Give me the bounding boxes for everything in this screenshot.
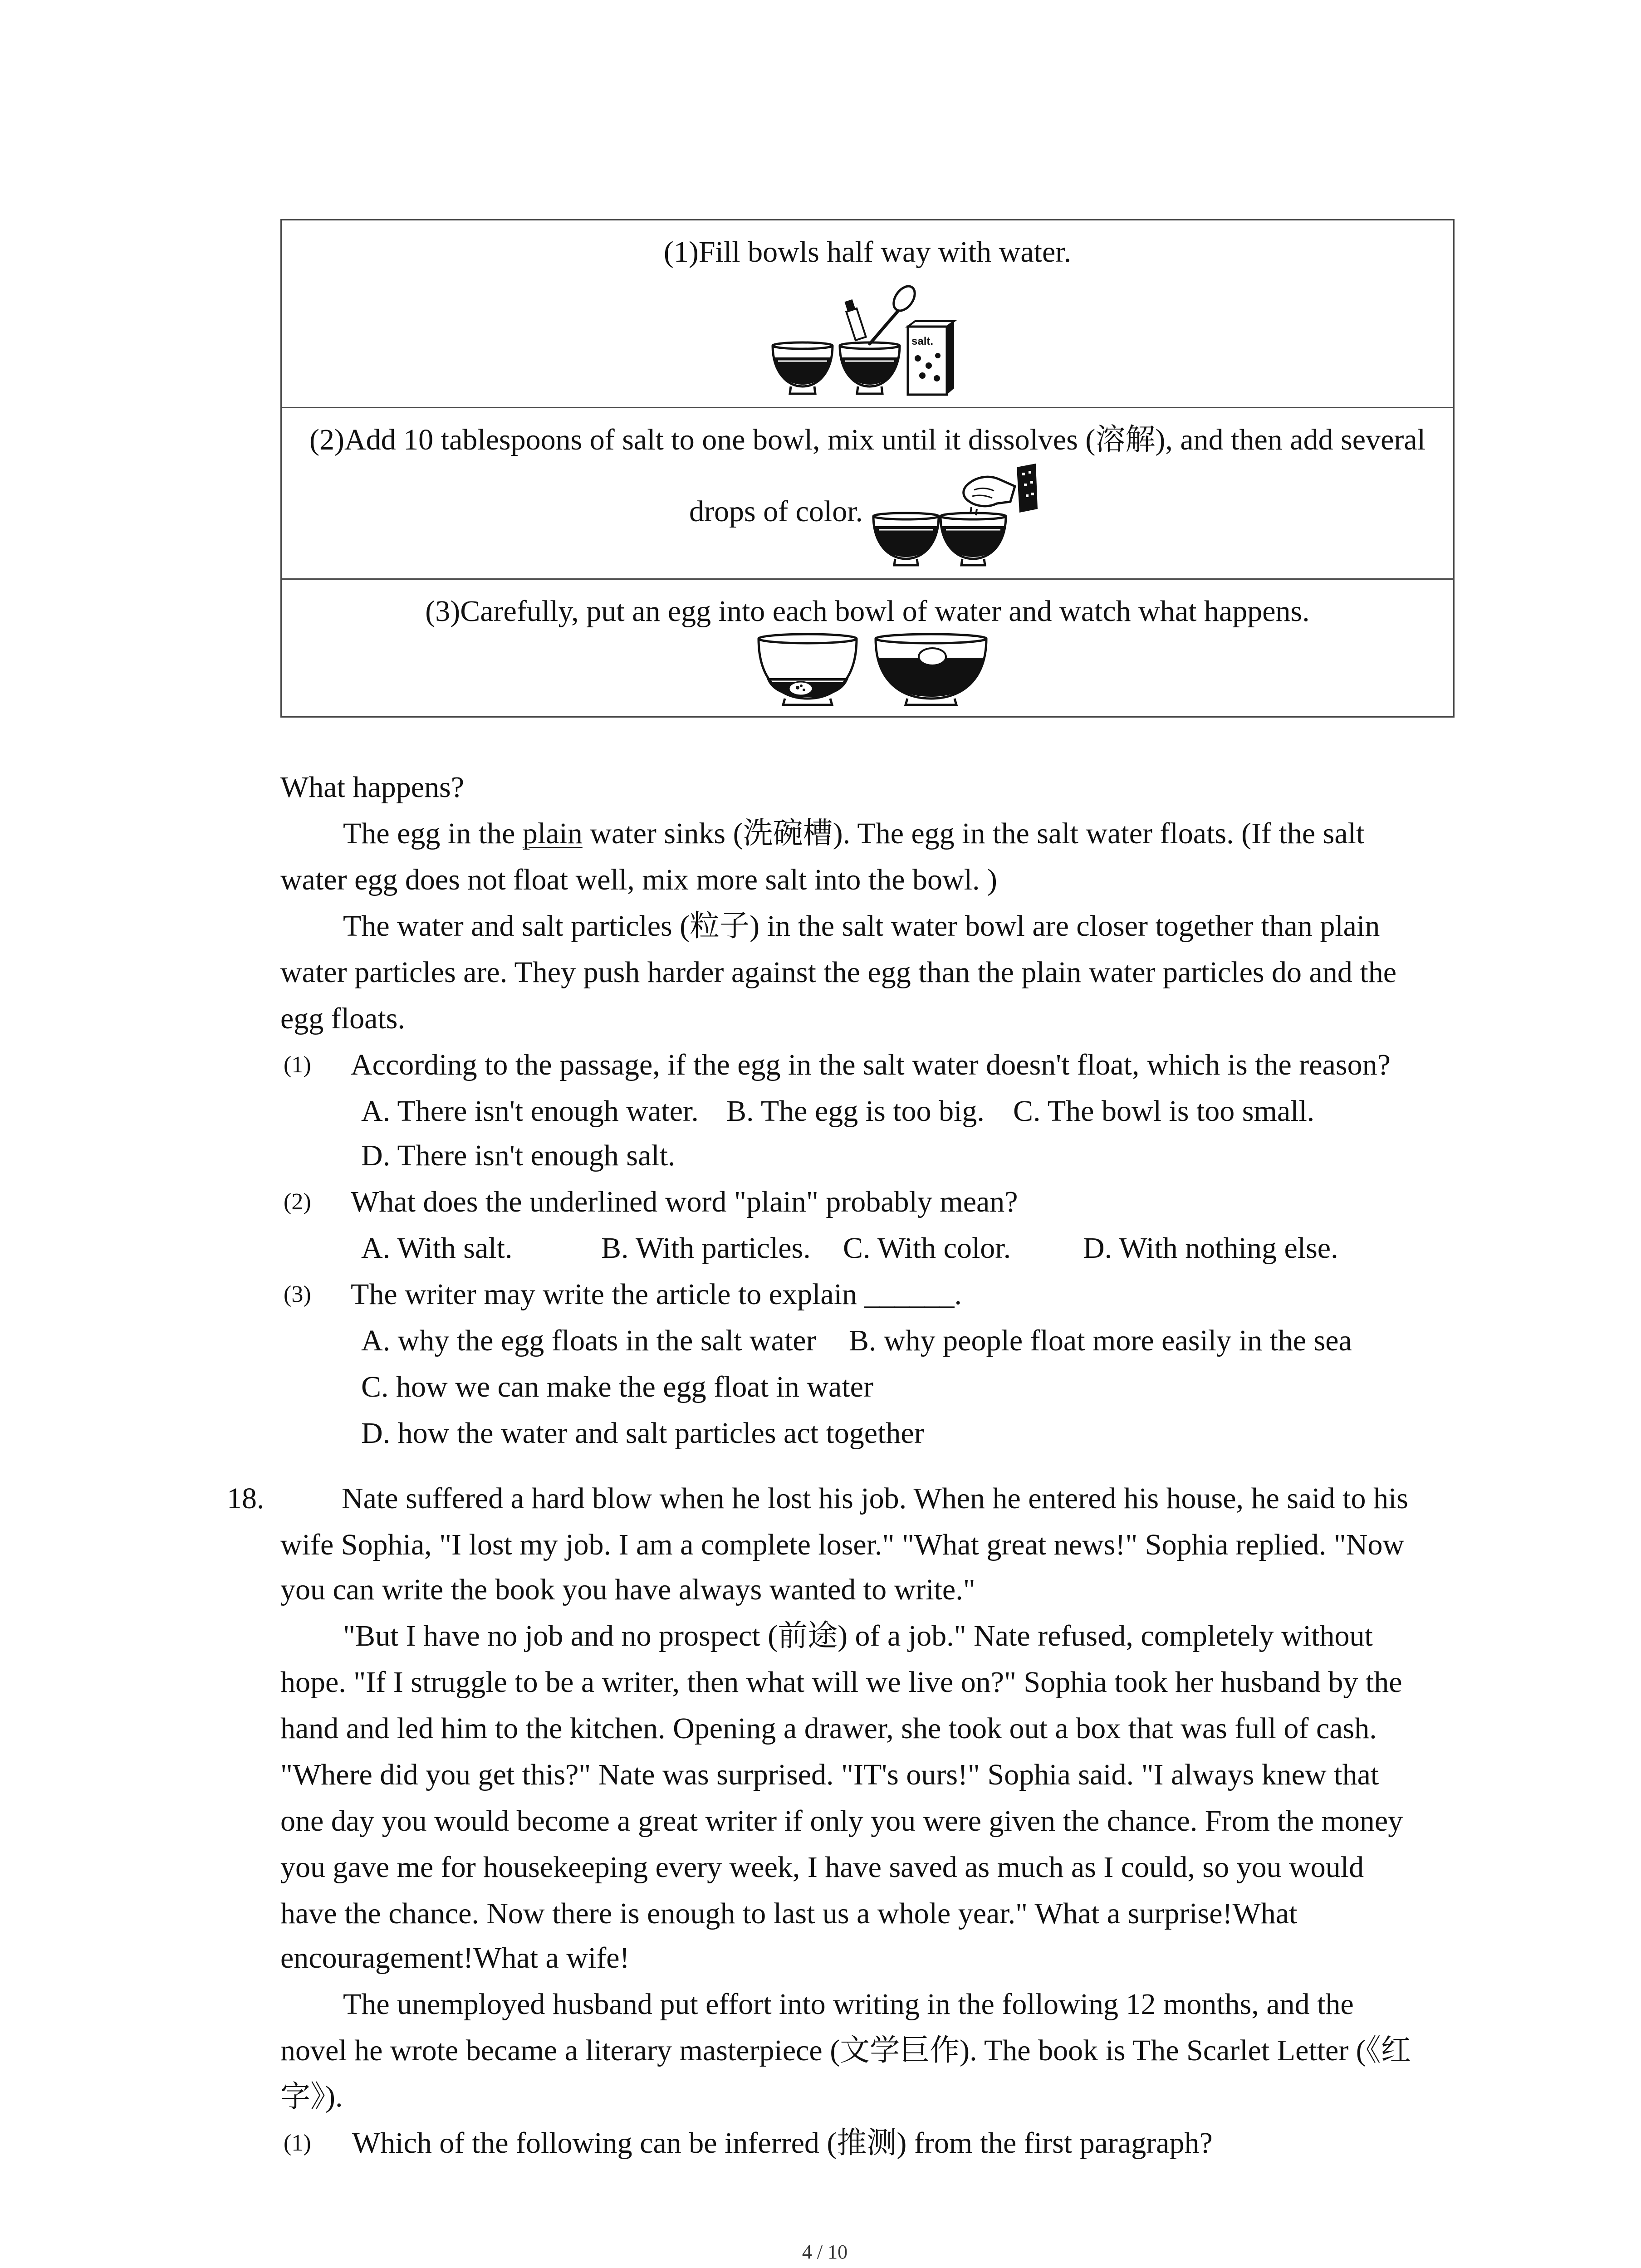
option-b: B. With particles. [601,1232,811,1265]
passage-line: one day you would become a great writer if only you were given the chance. From the money [280,1804,1403,1838]
sinking-egg-icon [789,682,813,695]
floating-egg-icon [919,648,946,665]
option-a: A. With salt. [361,1232,513,1265]
passage-line [343,816,1364,852]
question-number: (2) [284,1189,311,1215]
table-row-divider [280,578,1455,580]
salt-box-label: salt. [911,335,934,347]
pouring-color-icon [869,458,1041,567]
passage-text: water sinks (洗碗槽). The egg in the salt water floats. (If the salt [582,817,1365,850]
passage-line: you can write the book you have always wanted to write." [280,1573,975,1606]
question-number: (3) [284,1281,311,1307]
bottle-icon [843,299,866,340]
eggs-in-bowls-icon [753,631,994,708]
passage-line: The unemployed husband put effort into writing in the following 12 months, and the [343,1988,1354,2021]
bowl-icon [840,342,900,394]
option-b: B. why people float more easily in the sea [849,1324,1352,1357]
passage-line: you gave me for housekeeping every week, I have saved as much as I could, so you would [280,1851,1364,1884]
salt-box-icon [908,321,954,395]
passage-line: "Where did you get this?" Nate was surprised. "IT's ours!" Sophia said. "I always knew that [280,1758,1379,1791]
option-d: D. how the water and salt particles act together [361,1417,924,1450]
bowls-salt-spoon-icon [769,281,960,397]
passage-line: have the chance. Now there is enough to last us a whole year." What a surprise!What [280,1897,1298,1930]
color-bottle-icon [1017,464,1038,513]
option-a: A. There isn't enough water. [361,1095,699,1128]
passage-line: wife Sophia, "I lost my job. I am a complete loser." "What great news!" Sophia replied. "Now [280,1528,1405,1561]
question-stem: According to the passage, if the egg in the salt water doesn't float, which is the reason? [351,1048,1391,1081]
question-group-number: 18. [227,1482,265,1515]
passage-line: The water and salt particles (粒子) in the salt water bowl are closer together than plain [343,909,1380,943]
passage-line: 字》). [280,2080,343,2113]
option-b: B. The egg is too big. [726,1095,985,1128]
table-step-1-text: (1)Fill bowls half way with water. [663,235,1072,269]
option-c: C. The bowl is too small. [1013,1095,1315,1128]
bowl-icon [873,513,939,565]
hand-icon [964,477,1015,506]
passage-heading: What happens? [280,771,464,804]
passage-line: novel he wrote became a literary masterpiece (文学巨作). The book is The Scarlet Letter (《红 [280,2034,1411,2067]
passage-line: water egg does not float well, mix more salt into the bowl. ) [280,863,997,896]
table-step-2-text-continued: drops of color. [689,495,863,528]
passage-line: Nate suffered a hard blow when he lost his job. When he entered his house, he said to his [342,1482,1408,1515]
option-c: C. With color. [843,1232,1011,1265]
question-stem: What does the underlined word "plain" probably mean? [351,1185,1018,1218]
passage-text: The egg in the [343,817,523,850]
passage-line: hand and led him to the kitchen. Opening a drawer, she took out a box that was full of cash. [280,1712,1377,1745]
table-step-2-text: (2)Add 10 tablespoons of salt to one bowl, mix until it dissolves (溶解), and then add several [309,423,1425,456]
passage-line: encouragement!What a wife! [280,1941,630,1975]
question-stem: Which of the following can be inferred (推测) from the first paragraph? [352,2126,1213,2160]
option-d: D. With nothing else. [1083,1232,1338,1265]
underlined-word: plain [522,817,583,850]
question-number: (1) [284,1052,311,1078]
passage-line: egg floats. [280,1002,405,1035]
salt-water-bowl-icon [876,634,986,705]
table-row-divider [280,407,1455,408]
table-step-3-text: (3)Carefully, put an egg into each bowl of water and watch what happens. [425,595,1310,628]
page-number: 4 / 10 [802,2241,848,2263]
question-stem: The writer may write the article to explain ______. [351,1278,962,1311]
bowl-icon [773,342,833,394]
option-a: A. why the egg floats in the salt water [361,1324,816,1357]
bowl-icon [941,513,1006,565]
passage-line: hope. "If I struggle to be a writer, then what will we live on?" Sophia took her husband by the [280,1666,1402,1699]
plain-water-bowl-icon [759,634,857,705]
option-d: D. There isn't enough salt. [361,1139,676,1172]
question-number: (1) [284,2130,311,2156]
option-c: C. how we can make the egg float in water [361,1370,873,1403]
passage-line: water particles are. They push harder against the egg than the plain water particles do and the [280,956,1396,989]
passage-line: "But I have no job and no prospect (前途) of a job." Nate refused, completely without [343,1619,1373,1652]
